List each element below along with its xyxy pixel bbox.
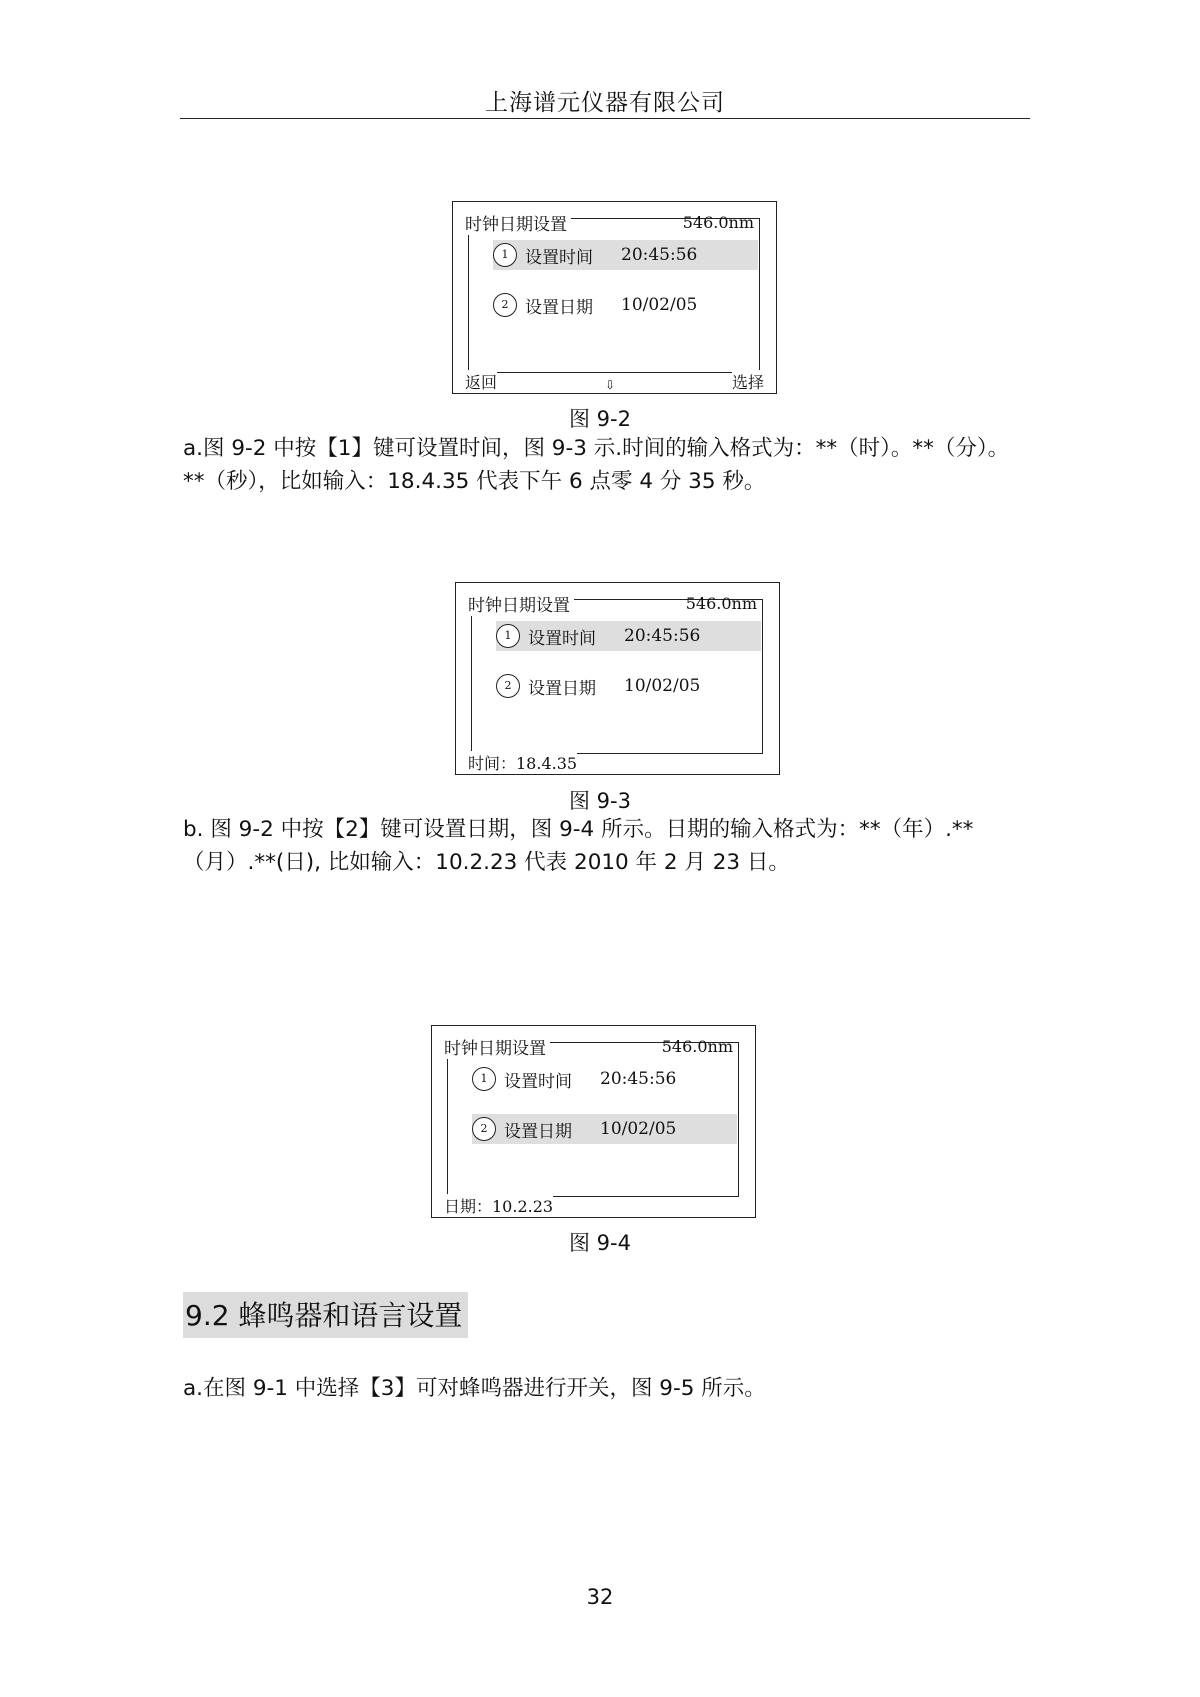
menu-item-label: 设置时间 — [525, 247, 593, 268]
lcd-title: 时钟日期设置 — [468, 591, 574, 616]
down-arrow-icon: ⇩ — [605, 378, 616, 392]
circled-number-2: 2 — [496, 674, 520, 698]
figure-caption: 图 9-4 — [569, 1231, 631, 1255]
lcd-title: 时钟日期设置 — [444, 1034, 550, 1059]
lcd-footer-select: 选择 — [732, 370, 764, 393]
menu-item-set-time — [472, 1064, 737, 1094]
paragraph-a: a.图 9-2 中按【1】键可设置时间，图 9-3 示.时间的输入格式为：**（时）。**（分）。**（秒），比如输入：18.4.35 代表下午 6 点零 4 分 35 秒。 — [183, 436, 1010, 494]
lcd-wavelength: 546.0nm — [661, 1037, 733, 1056]
menu-item-set-date — [472, 1114, 737, 1144]
section-heading: 9.2 蜂鸣器和语言设置 — [183, 1292, 468, 1338]
circled-number-2: 2 — [472, 1117, 496, 1141]
lcd-screen-fig-9-3 — [455, 582, 780, 775]
menu-item-label: 设置日期 — [528, 678, 596, 699]
circled-number-1: 1 — [472, 1067, 496, 1091]
lcd-screen-fig-9-4 — [431, 1025, 756, 1218]
circled-number-1: 1 — [496, 624, 520, 648]
page-header: 上海谱元仪器有限公司 — [485, 90, 725, 116]
menu-item-set-time — [493, 240, 758, 270]
lcd-footer-input: 时间：18.4.35 — [468, 751, 577, 774]
circled-number-1: 1 — [493, 243, 517, 267]
menu-item-value: 10/02/05 — [624, 676, 701, 696]
menu-item-value: 20:45:56 — [624, 626, 701, 646]
menu-item-value: 20:45:56 — [600, 1069, 677, 1089]
lcd-title: 时钟日期设置 — [465, 210, 571, 235]
paragraph-c: a.在图 9-1 中选择【3】可对蜂鸣器进行开关，图 9-5 所示。 — [183, 1376, 766, 1401]
lcd-footer-input: 日期：10.2.23 — [444, 1194, 553, 1217]
menu-item-value: 10/02/05 — [600, 1119, 677, 1139]
menu-item-label: 设置时间 — [504, 1071, 572, 1092]
menu-item-set-time — [496, 621, 761, 651]
menu-item-set-date — [496, 671, 761, 701]
page-number: 32 — [586, 1585, 614, 1609]
figure-caption: 图 9-2 — [569, 407, 631, 431]
lcd-screen-fig-9-2 — [452, 201, 777, 394]
circled-number-2: 2 — [493, 293, 517, 317]
figure-caption: 图 9-3 — [569, 789, 631, 813]
menu-item-label: 设置日期 — [504, 1121, 572, 1142]
lcd-wavelength: 546.0nm — [685, 594, 757, 613]
paragraph-b: b. 图 9-2 中按【2】键可设置日期，图 9-4 所示。日期的输入格式为：**（年）.**（月）.**(日), 比如输入：10.2.23 代表 2010 年 2 月 23 日。 — [183, 817, 974, 875]
lcd-wavelength: 546.0nm — [682, 213, 754, 232]
menu-item-value: 20:45:56 — [621, 245, 698, 265]
header-rule — [180, 118, 1030, 119]
menu-item-label: 设置时间 — [528, 628, 596, 649]
lcd-footer-back: 返回 — [465, 370, 497, 393]
menu-item-set-date — [493, 290, 758, 320]
menu-item-value: 10/02/05 — [621, 295, 698, 315]
menu-item-label: 设置日期 — [525, 297, 593, 318]
